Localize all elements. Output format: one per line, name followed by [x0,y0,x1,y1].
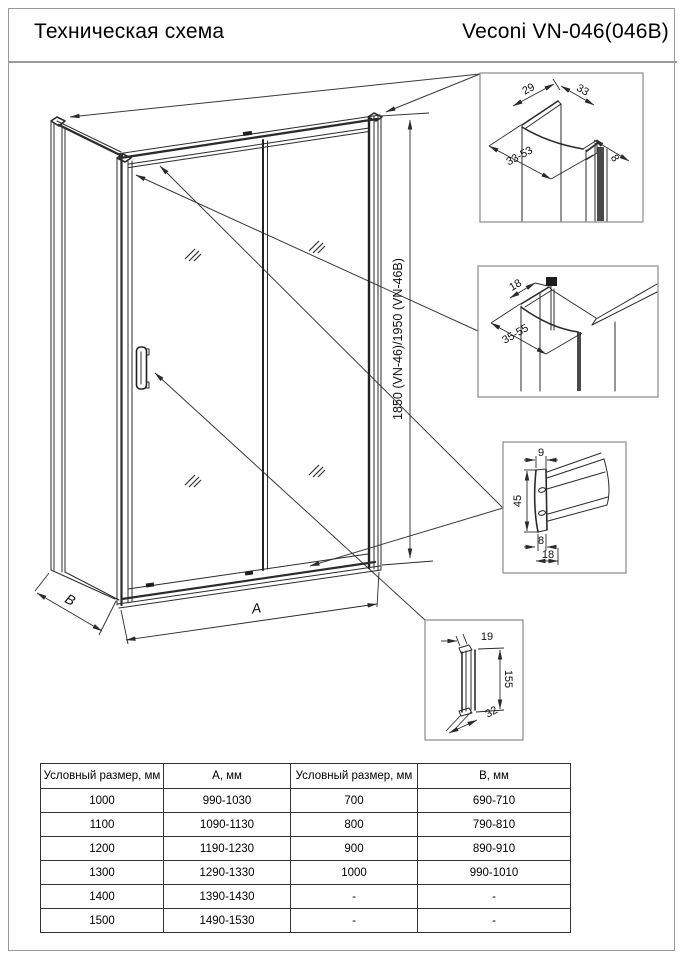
page-title: Техническая схема [34,20,225,43]
leader-top-right-corner [386,74,480,112]
cell: 1490-1530 [164,909,291,933]
dimension-label-a: A [250,599,263,617]
table-row [41,789,571,813]
detail1-dim-8: 8 [607,152,622,165]
bottom-roller-1 [146,582,154,587]
table-row [41,813,571,837]
bottom-roller-2 [245,570,253,575]
detail3-dim-9: 9 [537,447,545,459]
col-header-a-mm: А, мм [164,764,291,789]
dimension-label-b: B [62,590,79,609]
cell: 1300 [41,861,164,885]
detail3-dim-45: 45 [512,494,524,508]
detail4-dim-155: 155 [502,669,514,689]
cell: 1400 [41,885,164,909]
cell: 1000 [291,861,418,885]
detail2-dim-35-55: 35-55 [500,322,531,347]
cell: 900 [291,837,418,861]
table-row [41,837,571,861]
detail-rail-profile [503,442,626,573]
cell: 790-810 [418,813,571,837]
cell: 800 [291,813,418,837]
cell: 1390-1430 [164,885,291,909]
cell: - [418,909,571,933]
detail1-dim-33: 33 [574,82,591,99]
detail1-dim-29: 29 [520,81,537,98]
cell: 1500 [41,909,164,933]
detail3-dim-8: 8 [537,535,545,547]
cell: 890-910 [418,837,571,861]
detail-wall-profile [478,266,658,397]
cell: - [418,885,571,909]
detail-handle [425,620,523,740]
cell: 690-710 [418,789,571,813]
cell: 990-1010 [418,861,571,885]
cell: 1290-1330 [164,861,291,885]
cell: 1200 [41,837,164,861]
col-header-size-b: Условный размер, мм [291,764,418,789]
table-row [41,861,571,885]
cell: 1090-1130 [164,813,291,837]
cell: - [291,885,418,909]
top-roller [243,131,252,136]
detail1-dim-33-53: 33-53 [504,144,535,169]
cell: 990-1030 [164,789,291,813]
detail4-dim-19: 19 [480,631,494,643]
sliding-door [137,140,326,570]
leader-bottom-rail [310,508,503,566]
cell: - [291,909,418,933]
table-header-row [41,764,571,789]
table-row [41,885,571,909]
product-name: Veconi VN-046(046B) [462,20,669,43]
dim-width-a [121,572,379,644]
dim-height [380,113,433,565]
cell: 1100 [41,813,164,837]
side-panel [51,117,122,600]
cell: 700 [291,789,418,813]
detail3-dim-18: 18 [541,549,555,561]
size-table [40,763,571,933]
col-header-size-a: Условный размер, мм [41,764,164,789]
technical-drawing [8,61,677,763]
leader-top-left-corner [70,74,480,117]
cell: 1190-1230 [164,837,291,861]
door-handle [137,347,150,389]
table-row [41,909,571,933]
leader-wall-profile [136,175,478,331]
cell: 1000 [41,789,164,813]
detail4-dim-32: 32 [483,704,500,721]
detail2-dim-18: 18 [507,277,524,294]
dim-depth-b [35,573,116,635]
col-header-b-mm: В, мм [418,764,571,789]
front-frame [117,113,382,608]
detail-top-profile [480,73,643,222]
leader-top-rail [160,166,503,508]
glass-hatch-icon [185,241,325,487]
dimension-label-height: 1850 (VN-46)/1950 (VN-46B) [391,258,405,420]
